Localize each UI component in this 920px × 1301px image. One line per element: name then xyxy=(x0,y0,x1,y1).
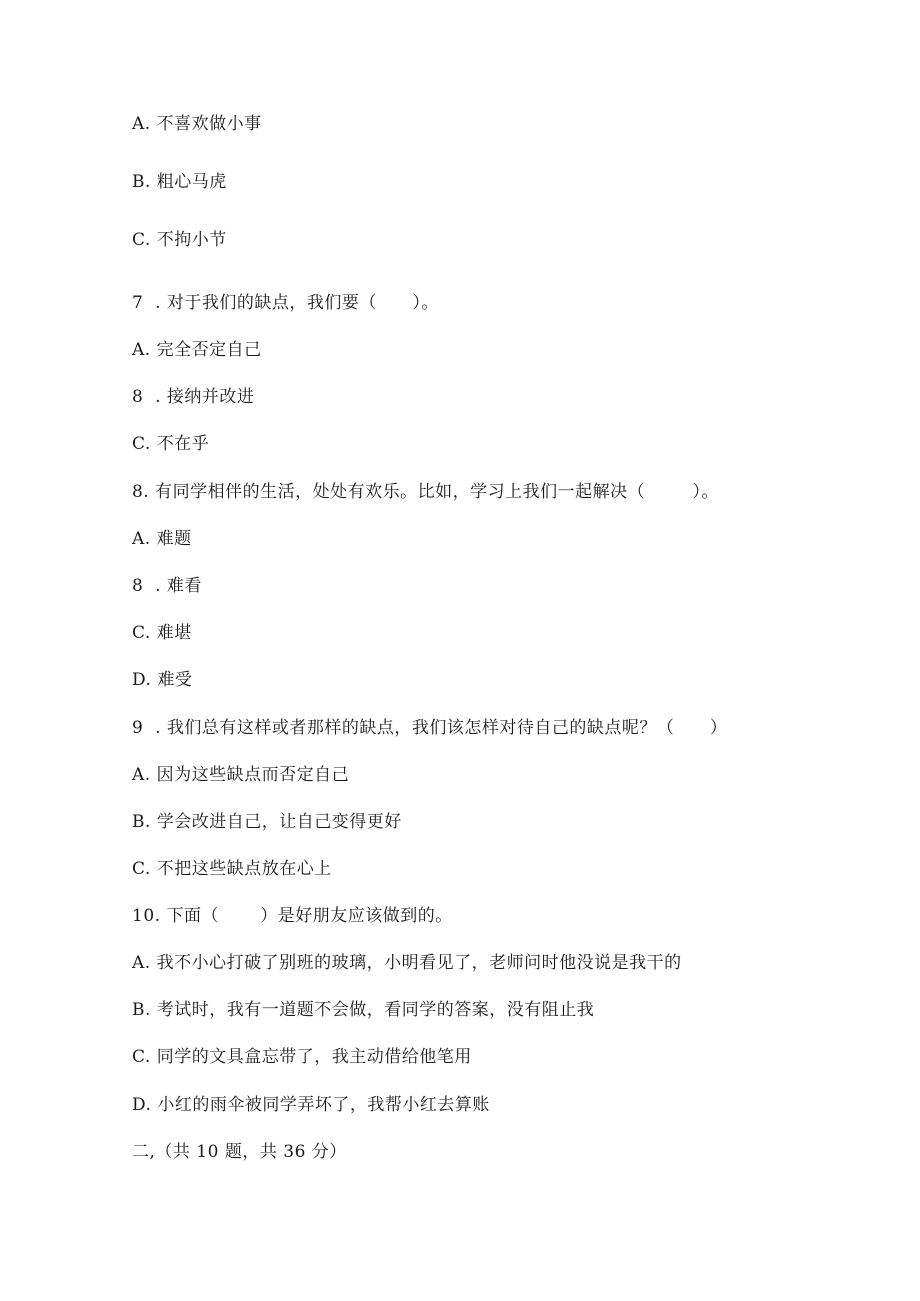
option-b-q6: B. 粗心马虎 xyxy=(132,172,227,192)
option-a-q7: A. 完全否定自己 xyxy=(132,340,262,360)
option-c-q6: C. 不拘小节 xyxy=(132,230,227,250)
option-a-q8: A. 难题 xyxy=(132,529,192,549)
option-d-q8: D. 难受 xyxy=(132,670,193,690)
question-9: 9 . 我们总有这样或者那样的缺点，我们该怎样对待自己的缺点呢？（ ） xyxy=(132,718,728,738)
option-c-q10: C. 同学的文具盒忘带了，我主动借给他笔用 xyxy=(132,1047,472,1067)
question-7: 7 . 对于我们的缺点，我们要（ ）。 xyxy=(132,293,439,313)
question-10: 10. 下面（ ）是好朋友应该做到的。 xyxy=(132,906,453,926)
option-c-q7: C. 不在乎 xyxy=(132,434,210,454)
option-b-q8: 8 . 难看 xyxy=(132,576,202,596)
option-b-q7: 8 . 接纳并改进 xyxy=(132,387,255,407)
option-c-q8: C. 难堪 xyxy=(132,623,192,643)
section-heading: 二,（共 10 题，共 36 分） xyxy=(132,1142,347,1162)
option-b-q10: B. 考试时，我有一道题不会做，看同学的答案，没有阻止我 xyxy=(132,1000,595,1020)
option-c-q9: C. 不把这些缺点放在心上 xyxy=(132,859,332,879)
question-8: 8. 有同学相伴的生活，处处有欢乐。比如，学习上我们一起解决（ ）。 xyxy=(132,482,719,502)
option-d-q10: D. 小红的雨伞被同学弄坏了，我帮小红去算账 xyxy=(132,1095,490,1115)
option-a-q6: A. 不喜欢做小事 xyxy=(132,114,262,134)
option-a-q9: A. 因为这些缺点而否定自己 xyxy=(132,765,350,785)
option-a-q10: A. 我不小心打破了别班的玻璃，小明看见了，老师问时他没说是我干的 xyxy=(132,953,682,973)
option-b-q9: B. 学会改进自己，让自己变得更好 xyxy=(132,812,402,832)
